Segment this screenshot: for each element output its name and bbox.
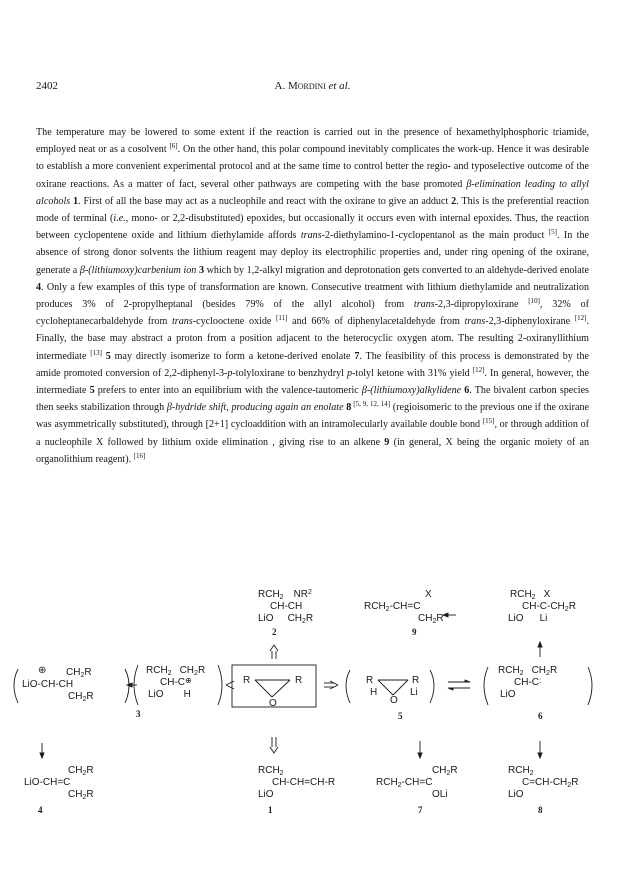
citation: [5, 9, 12, 14] — [351, 400, 391, 409]
compound-ref: 3 — [198, 264, 205, 276]
compound-ref: 7 — [354, 350, 360, 362]
compound-label-9: 9 — [412, 627, 417, 637]
svg-text:CH-C-CH2R: $CH-C-CH_2R$ — [522, 601, 576, 613]
svg-text:CH-CH: CH-CH — [270, 601, 303, 612]
citation: [10] — [528, 297, 540, 306]
compound-ref: 1 — [73, 195, 79, 207]
compound-label-4: 4 — [38, 805, 43, 815]
compound-ref: 5 — [101, 350, 111, 362]
compound-label-7: 7 — [418, 805, 423, 815]
svg-text:R: R — [243, 675, 251, 686]
page-number: 2402 — [36, 80, 58, 92]
svg-text:RCH2X: $RCH_2$ X — [510, 589, 551, 601]
svg-text:LiOCH2R: LiO $CH_2R$ — [258, 613, 314, 625]
svg-text:C=CH-CH2R: $C=CH-CH_2R$ — [522, 777, 579, 789]
citation: [16] — [133, 451, 146, 460]
svg-text:Li: Li — [410, 687, 418, 698]
running-header — [0, 80, 625, 96]
svg-text:O: O — [390, 695, 398, 706]
compound-ref: 9 — [384, 436, 390, 448]
svg-text:RCH2CH2R: $RCH_2$ $CH_2R$ — [146, 665, 206, 677]
body-paragraph: The temperature may be lowered to some extent if the reaction is carried out in the presence of hexamethylphosphoric triamide, employed neat or as a cosolvent [6]. On the other hand, this polar compound inevitably complicates the work-up. Hence it was desirable to establish a more convenient experimental protocol and at the same time to control better the regio- and typoselective outcome of the oxirane reactions. As a matter of fact, several other pathways are competing with the base promoted β-elimination leading to allyl alcohols 1. First of all the base may act as a nucleophile and react with the oxirane to give an adduct 2. This is the preferential reaction mode of terminal (i.e., mono- or 2,2-disubstituted) epoxides, but occasionally it occurs even with internal epoxides. Thus, the reaction between cyclopentene oxide and lithium diethylamide affords trans-2-diethylamino-1-cyclopentanol as the main product [5]. In the absence of strong donor solvents the lithium reagent may deploy its electrophilic properties and, under ring opening of the oxirane, generate a β-(lithiumoxy)carbenium ion 3 which by 1,2-alkyl migration and deprotonation gets converted to an aldehyde-derived enolate 4. Only a few examples of this type of transformation are known. Consecutive treatment with lithium diethylamide and neutralization produces 3% of 2-propylheptanal (besides 79% of the allyl alcohol) from trans-2,3-dipropyloxirane [10], 32% of cycloheptanecarbaldehyde from trans-cyclooctene oxide [11] and 66% of diphenylacetaldehyde from trans-2,3-diphenyloxirane [12]. Finally, the base may abstract a proton from a position adjacent to the heterocyclic oxygen atom. The resulting 2-oxiranyllithium intermediate [13] 5 may directly isomerize to form a ketone-derived enolate 7. The feasibility of this process is demonstrated by the amide promoted conversion of 2,2-diphenyl-3-p-tolyloxirane to benzhydryl p-tolyl ketone with 31% yield [12]. In general, however, the intermediate 5 prefers to enter into an equilibrium with the valence-tautomeric β-(lithiumoxy)alkylidene 6. The bivalent carbon species then seeks stabilization through β-hydride shift, producing again an enolate 8 [5, 9, 12, 14] (regioisomeric to the previous one if the oxirane was asymmetrically substituted), through [2+1] cycloaddition with an intramolecularly available double bond [15], or through addition of a nucleophile X followed by lithium oxide elimination , giving rise to an alkene 9 (in general, X being the organic moiety of an organolithium reagent). [16] — [36, 127, 590, 465]
svg-text:LiOLi: LiO Li — [508, 613, 548, 624]
svg-text:LiOH: LiO H — [148, 689, 191, 700]
compound-label-8: 8 — [538, 805, 543, 815]
compound-label-3: 3 — [136, 709, 141, 719]
svg-text:LiO: LiO — [258, 789, 274, 800]
compound-ref: 6 — [464, 385, 470, 397]
citation: [15] — [482, 417, 495, 426]
svg-text:R: R — [412, 675, 420, 686]
svg-text:CH-CH=CH-R: CH-CH=CH-R — [272, 777, 336, 788]
svg-text:CH2R: $CH_2R$ — [68, 789, 94, 801]
compound-2-top: $RCH_2$ $NR^2$ — [258, 589, 312, 601]
svg-text:RCH2: $RCH_2$ — [258, 765, 284, 777]
citation: [12] — [472, 365, 485, 374]
compound-label-2: 2 — [272, 627, 277, 637]
citation: [12] — [574, 314, 587, 323]
compound-ref: 2 — [451, 195, 457, 207]
svg-text:LiO: LiO — [508, 789, 524, 800]
running-head-author: A. Mordini et al. — [274, 80, 351, 92]
svg-text:O: O — [269, 698, 277, 709]
svg-text:CH2R: $CH_2R$ — [66, 667, 92, 679]
citation: [13] — [90, 348, 102, 357]
svg-text:CH2R: $CH_2R$ — [68, 691, 94, 703]
citation: [5] — [548, 228, 557, 237]
svg-text:OLi: OLi — [432, 789, 448, 800]
svg-text:X: X — [425, 589, 432, 600]
svg-text:R: R — [295, 675, 303, 686]
svg-text:RCH2-CH=C: $RCH_2-CH=C$ — [364, 601, 421, 613]
author-surname: Mordini — [287, 80, 326, 92]
svg-text:H: H — [370, 687, 378, 698]
compound-ref: 8 — [346, 402, 352, 414]
svg-text:RCH2: $RCH_2$ — [508, 765, 534, 777]
compound-ref: 5 — [89, 385, 95, 397]
svg-text:⊕: ⊕ — [38, 665, 47, 676]
compound-ref: 4 — [36, 281, 42, 293]
svg-text:CH2R: $CH_2R$ — [432, 765, 458, 777]
compound-label-5: 5 — [398, 711, 403, 721]
svg-text:LiO-CH=C: LiO-CH=C — [24, 777, 71, 788]
citation: [11] — [276, 314, 288, 323]
reaction-scheme — [0, 585, 625, 885]
svg-text:CH2R: $CH_2R$ — [68, 765, 94, 777]
citation: [6] — [169, 142, 178, 151]
svg-text:LiO-CH-CH: LiO-CH-CH — [22, 679, 74, 690]
svg-text:RCH2CH2R: $RCH_2$ $CH_2R$ — [498, 665, 558, 677]
svg-text:CH2R: $CH_2R$ — [418, 613, 444, 625]
svg-text:RCH2-CH=C: $RCH_2-CH=C$ — [376, 777, 433, 789]
svg-text:LiO: LiO — [500, 689, 516, 700]
compound-label-6: 6 — [538, 711, 543, 721]
compound-label-1: 1 — [268, 805, 273, 815]
svg-text:R: R — [366, 675, 374, 686]
svg-text:CH-C⊕: CH-C⊕ — [160, 676, 192, 688]
svg-text:CH-C:: CH-C: — [514, 676, 542, 688]
